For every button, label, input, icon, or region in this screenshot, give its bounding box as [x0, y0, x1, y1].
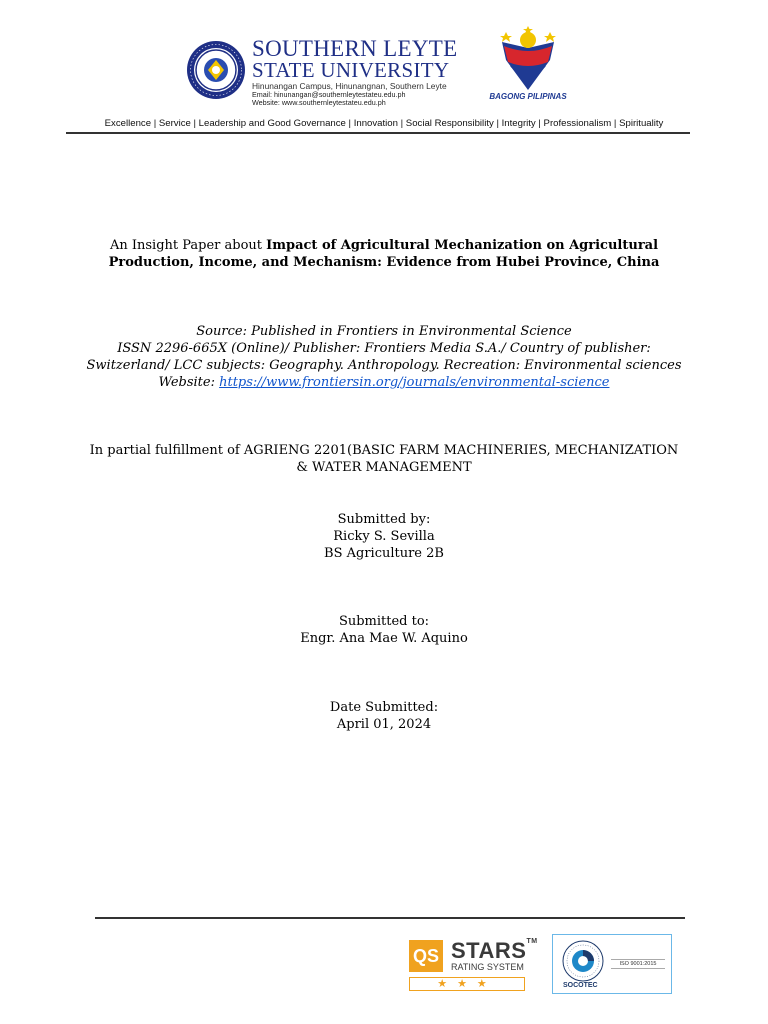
- date-submitted-block: [0, 699, 768, 733]
- bagong-pilipinas-label: BAGONG PILIPINAS: [489, 92, 567, 101]
- title-prefix: An Insight Paper about: [109, 238, 267, 253]
- qs-stars-badge: [409, 938, 538, 994]
- fulfillment-line1: In partial fulfillment of AGRIENG 2201(BASIC FARM MACHINERIES, MECHANIZATION: [89, 443, 679, 458]
- iso-standard-label: ISO 9001:2015: [611, 959, 665, 969]
- submitted-by-label: Submitted by:: [337, 512, 431, 527]
- website-label: Website:: [158, 375, 220, 390]
- trademark-mark: TM: [526, 938, 538, 945]
- date-submitted-value: April 01, 2024: [336, 717, 432, 732]
- fulfillment-line2: & WATER MANAGEMENT: [296, 460, 472, 475]
- university-name-block: [252, 38, 492, 107]
- university-seal-logo: [186, 40, 246, 100]
- qs-logo: QS: [409, 940, 443, 972]
- iso-certification-badge: [552, 934, 672, 994]
- submitted-to-label: Submitted to:: [338, 614, 430, 629]
- rating-system-label: RATING SYSTEM: [451, 962, 524, 972]
- bagong-pilipinas-logo: [488, 26, 568, 92]
- paper-title: [0, 237, 768, 271]
- campus-address: Hinunangan Campus, Hinunangnan, Southern Leyte: [252, 81, 447, 91]
- journal-website-link[interactable]: https://www.frontiersin.org/journals/environmental-science: [219, 375, 610, 390]
- source-line2: ISSN 2296-665X (Online)/ Publisher: Frontiers Media S.A./ Country of publisher:: [117, 341, 651, 356]
- university-email: Email: hinunangan@southernleytestateu.edu.ph: [252, 90, 406, 99]
- socotec-certification-icon: [561, 939, 605, 983]
- student-name: Ricky S. Sevilla: [333, 529, 435, 544]
- stars-label: [451, 938, 538, 964]
- star-rating-icon: ★★★: [409, 977, 525, 991]
- submitted-by-block: [0, 511, 768, 562]
- header-divider: [66, 132, 690, 134]
- instructor-name: Engr. Ana Mae W. Aquino: [300, 631, 468, 646]
- submitted-to-block: [0, 613, 768, 647]
- title-bold-line1: Impact of Agricultural Mechanization on Agricultural: [266, 238, 659, 253]
- fulfillment-statement: [0, 442, 768, 476]
- source-line3: Switzerland/ LCC subjects: Geography. Anthropology. Recreation: Environmental sciences: [86, 358, 682, 373]
- university-website: Website: www.southernleytestateu.edu.ph: [252, 98, 386, 107]
- university-name-line1: SOUTHERN LEYTE: [252, 36, 458, 61]
- paper-title-line2: [0, 254, 768, 271]
- university-name-line2: STATE UNIVERSITY: [252, 58, 450, 82]
- title-bold-line2: Production, Income, and Mechanism: Evidence from Hubei Province, China: [108, 255, 660, 270]
- footer-divider: [95, 917, 685, 919]
- source-block: [0, 323, 768, 391]
- socotec-label: SOCOTEC: [563, 982, 598, 989]
- source-website-line: [0, 374, 768, 391]
- date-submitted-label: Date Submitted:: [329, 700, 439, 715]
- source-line1: Source: Published in Frontiers in Environmental Science: [196, 324, 572, 339]
- paper-title-line1: [0, 237, 768, 254]
- student-program: BS Agriculture 2B: [324, 546, 444, 561]
- stars-text: STARS: [451, 938, 527, 963]
- core-values-line: Excellence | Service | Leadership and Good Governance | Innovation | Social Responsibility | Integrity | Professionalism | Spirituality: [104, 118, 664, 129]
